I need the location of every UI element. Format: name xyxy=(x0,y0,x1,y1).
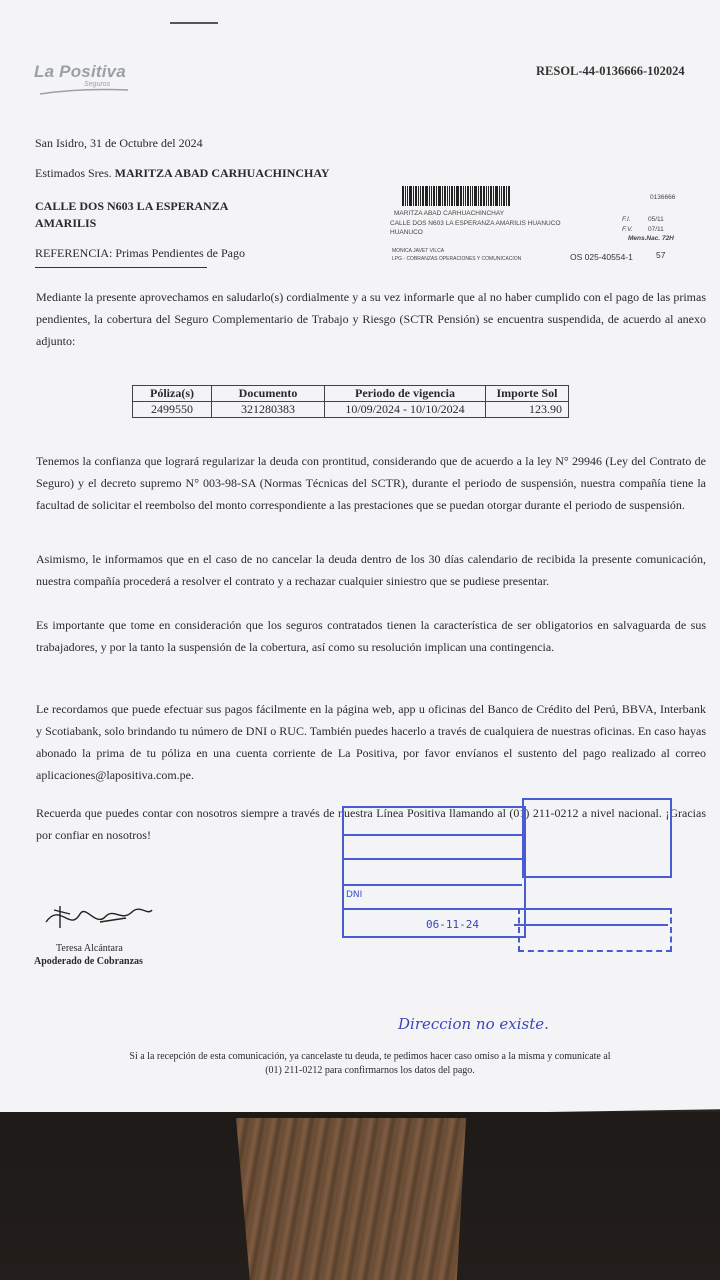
footer-note xyxy=(60,1050,680,1078)
paragraph-importance: Es importante que tome en consideración que los seguros contratados tienen la característica de ser obligatorios en salvaguarda de sus trabajadores, y por la tanto la suspensión de la cobertura, así como su resolución implican una contingencia. xyxy=(36,618,706,654)
signature-icon xyxy=(40,892,160,942)
table-cell-importe: 123.90 xyxy=(486,402,569,418)
reference-line: REFERENCIA: Primas Pendientes de Pago xyxy=(35,246,245,260)
logo-text: La Positiva xyxy=(34,62,126,81)
table-row xyxy=(133,402,569,418)
stamp-date-box xyxy=(518,908,672,952)
recipient-name: MARITZA ABAD CARHUACHINCHAY xyxy=(114,166,330,180)
label-fv-value: 07/11 xyxy=(648,226,664,233)
label-operator: MONICA JAVET VILCA xyxy=(392,248,445,254)
stamp-line xyxy=(342,858,522,860)
label-fi-label: F.I. xyxy=(622,216,631,223)
label-service: Mens.Nac. 72H xyxy=(628,235,674,242)
stamp-line xyxy=(342,884,522,886)
table-header-importe: Importe Sol xyxy=(486,386,569,402)
label-fv-label: F.V. xyxy=(622,226,633,233)
reference-underline xyxy=(35,267,207,268)
reference-code: RESOL-44-0136666-102024 xyxy=(536,64,685,78)
greeting xyxy=(35,166,330,181)
mailing-label xyxy=(388,184,688,268)
paragraph-contact: Recuerda que puedes contar con nosotros siempre a través de nuestra Línea Positiva llamando al (01) 211-0212 a nivel nacional. ¡Gracias por confiar en nosotros! xyxy=(36,806,706,842)
label-address: CALLE DOS N603 LA ESPERANZA AMARILIS HUANUCO xyxy=(390,220,561,227)
address-line-1: CALLE DOS N603 LA ESPERANZA xyxy=(35,199,229,213)
table-header-periodo: Periodo de vigencia xyxy=(325,386,486,402)
logo-swoosh-icon xyxy=(40,86,130,96)
company-logo xyxy=(34,62,126,88)
greeting-prefix: Estimados Sres. xyxy=(35,166,112,180)
courier-stamp xyxy=(342,806,672,956)
paragraph-payments: Le recordamos que puede efectuar sus pagos fácilmente en la página web, app u oficinas del Banco de Crédito del Perú, BBVA, Interbank y Scotiabank, solo brindando tu número de DNI o RUC. También puedes hacerlo a través de cualquiera de nuestras oficinas. En caso hayas abonado la prima de tu póliza en una cuenta corriente de La Positiva, por favor envíanos el sustento del pago realizado al correo aplicaciones@lapositiva.com.pe. xyxy=(36,702,706,782)
paragraph-legal: Tenemos la confianza que logrará regularizar la deuda con prontitud, considerando que de acuerdo a la ley N° 29946 (Ley del Contrato de Seguro) y el decreto supremo N° 003-98-SA (Normas Técnicas del SCTR), durante el periodo de suspensión, nuestra compañía tiene la facultad de solicitar el reembolso del monto correspondiente a las prestaciones que se puedan otorgar durante el periodo de suspensión. xyxy=(36,454,706,512)
label-os-num: 57 xyxy=(656,250,666,260)
handwritten-date: 06-11-24 xyxy=(426,918,479,931)
intro-paragraph: Mediante la presente aprovechamos en saludarlo(s) cordialmente y a su vez informarle que al no haber cumplido con el pago de las primas pendientes, la cobertura del Seguro Complementario de Trabajo y Riesgo (SCTR Pensión) se encuentra suspendida, de acuerdo al anexo adjunto: xyxy=(36,290,706,348)
handwritten-note: Direccion no existe. xyxy=(398,1015,549,1033)
address-line-2: AMARILIS xyxy=(35,216,97,230)
footer-line-1: Si a la recepción de esta comunicación, ya cancelaste tu deuda, te pedimos hacer caso omiso a la misma y comunícate al xyxy=(129,1051,611,1062)
barcode-icon xyxy=(402,186,510,206)
stamp-right-box xyxy=(522,798,672,878)
table-cell-poliza: 2499550 xyxy=(133,402,212,418)
stamp-field-dni: DNI xyxy=(346,890,363,900)
stamp-line xyxy=(342,834,522,836)
fold-mark xyxy=(170,22,218,24)
logo-subtitle: Seguros xyxy=(84,81,111,88)
paragraph-deadline: Asimismo, le informamos que en el caso de no cancelar la deuda dentro de los 30 días calendario de recibida la presente comunicación, nuestra compañía procederá a resolver el contrato y a rechazar cualquier siniestro que se pudiese presentar. xyxy=(36,552,706,588)
table-header-poliza: Póliza(s) xyxy=(133,386,212,402)
wooden-surface xyxy=(236,1118,466,1280)
signer-role: Apoderado de Cobranzas xyxy=(34,956,143,967)
table-cell-periodo: 10/09/2024 - 10/10/2024 xyxy=(325,402,486,418)
signer-name: Teresa Alcántara xyxy=(56,943,123,954)
table-header-row xyxy=(133,386,569,402)
label-name: MARITZA ABAD CARHUACHINCHAY xyxy=(394,210,505,217)
footer-line-2: (01) 211-0212 para confirmarnos los datos del pago. xyxy=(265,1065,475,1076)
label-os-code: OS 025-40554-1 xyxy=(570,252,633,262)
label-department: LPG - COBRANZAS OPERACIONES Y COMUNICACION xyxy=(392,256,522,262)
label-city: HUANUCO xyxy=(390,229,423,236)
place-date: San Isidro, 31 de Octubre del 2024 xyxy=(35,136,203,150)
table-cell-documento: 321280383 xyxy=(212,402,325,418)
label-fi-value: 05/11 xyxy=(648,216,664,223)
policy-table xyxy=(132,385,569,418)
table-header-documento: Documento xyxy=(212,386,325,402)
label-tracking: 0136666 xyxy=(650,194,676,201)
